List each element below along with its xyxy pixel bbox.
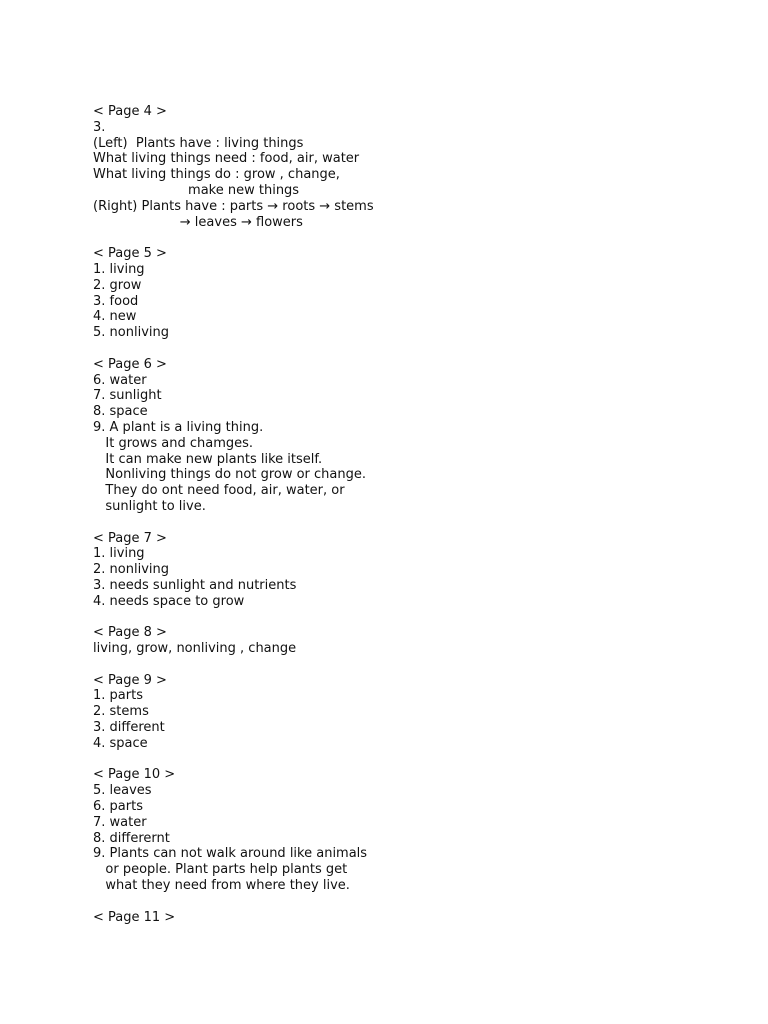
answer-line: (Right) Plants have : parts → roots → stems [93, 198, 374, 214]
answer-line: → leaves → flowers [93, 214, 303, 230]
answer-line: 8. space [93, 404, 148, 420]
page-section [93, 104, 733, 230]
answer-line: 1. parts [93, 688, 143, 704]
answer-line: It can make new plants like itself. [93, 451, 323, 467]
answer-line: 3. different [93, 720, 165, 736]
page-heading: < Page 10 > [93, 767, 176, 783]
page-heading: < Page 11 > [93, 909, 176, 925]
answer-line: They do ont need food, air, water, or [93, 483, 345, 499]
answer-line: 1. living [93, 261, 145, 277]
answer-line: 9. Plants can not walk around like animals [93, 846, 368, 862]
document-body [93, 104, 733, 941]
answer-line: 3. needs sunlight and nutrients [93, 577, 297, 593]
answer-line: or people. Plant parts help plants get [93, 862, 348, 878]
answer-line: what they need from where they live. [93, 878, 350, 894]
page-heading: < Page 6 > [93, 356, 167, 372]
page-section [93, 246, 733, 341]
answer-line: 3. [93, 119, 106, 135]
page-heading: < Page 8 > [93, 625, 167, 641]
page-heading: < Page 4 > [93, 104, 167, 119]
answer-line: 1. living [93, 546, 145, 562]
answer-line: (Left) Plants have : living things [93, 135, 304, 151]
answer-line: Nonliving things do not grow or change. [93, 467, 367, 483]
answer-line: What living things need : food, air, water [93, 151, 360, 167]
page-section [93, 531, 733, 610]
page-section [93, 625, 733, 657]
page-section [93, 767, 733, 893]
answer-line: 4. space [93, 735, 148, 751]
page-section [93, 673, 733, 752]
answer-line: sunlight to live. [93, 498, 206, 514]
answer-line: 2. stems [93, 704, 149, 720]
answer-line: It grows and chamges. [93, 435, 254, 451]
page-section [93, 910, 733, 926]
answer-line: 6. water [93, 372, 147, 388]
page-heading: < Page 9 > [93, 672, 167, 688]
answer-line: 8. differernt [93, 830, 170, 846]
answer-line: 4. needs space to grow [93, 593, 245, 609]
answer-line: 7. water [93, 814, 147, 830]
answer-line: 3. food [93, 293, 139, 309]
answer-line: 5. leaves [93, 783, 152, 799]
answer-line: 7. sunlight [93, 388, 162, 404]
page-heading: < Page 5 > [93, 246, 167, 262]
answer-line: 4. new [93, 309, 137, 325]
page-section [93, 357, 733, 515]
answer-line: 9. A plant is a living thing. [93, 419, 264, 435]
answer-line: 2. grow [93, 277, 142, 293]
answer-line: 6. parts [93, 799, 143, 815]
page-heading: < Page 7 > [93, 530, 167, 546]
answer-line: 5. nonliving [93, 325, 169, 341]
answer-line: living, grow, nonliving , change [93, 641, 297, 657]
answer-line: 2. nonliving [93, 562, 169, 578]
answer-line: What living things do : grow , change, [93, 167, 340, 183]
answer-line: make new things [93, 182, 300, 198]
